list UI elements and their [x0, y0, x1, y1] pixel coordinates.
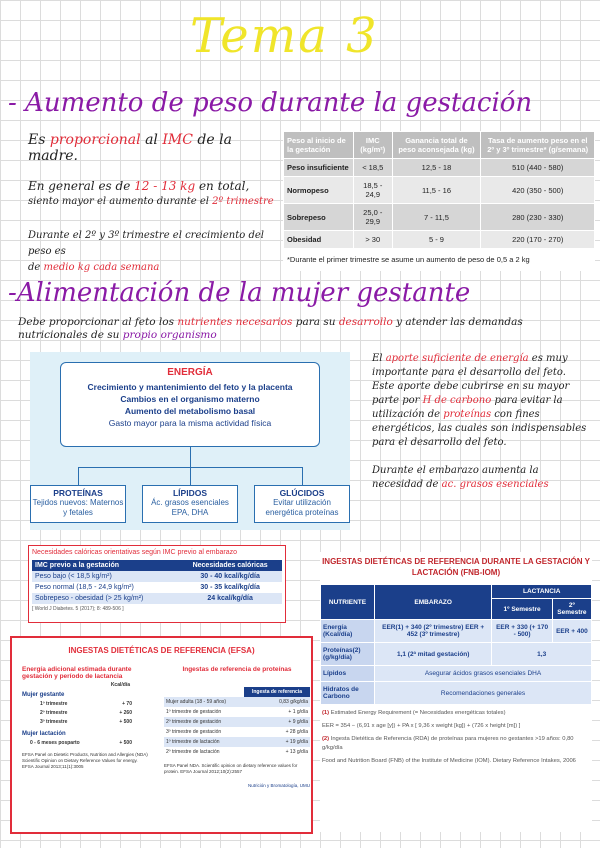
weight-gain-table — [283, 131, 595, 271]
section1-notes: Es proporcional al IMC de la madre. En general es de 12 - 13 kg en total, siento mayor el aumento durante el 2º trimestre Durante el 2º y 3º trimestre el crecimiento del peso es de medio kg cada semana — [28, 132, 274, 273]
col-header: Tasa de aumento peso en el 2º y 3º trimestre* (g/semana) — [481, 132, 595, 159]
col-header: Ganancia total de peso aconsejada (kg) — [392, 132, 481, 159]
table-row: Proteínas(2) (g/kg/día) 1,1 (2ª mitad gestación) 1,3 — [321, 643, 592, 666]
section2-heading: -Alimentación de la mujer gestante — [8, 278, 471, 308]
table-row: Sobrepeso - obesidad (> 25 kg/m²) 24 kcal/kg/día — [32, 593, 282, 604]
col-header: IMC (kg/m²) — [354, 132, 393, 159]
efsa-energy: Energía adicional estimada durante gestación y período de lactancia Kcal/día Mujer gestante 1º trimestre + 70 2º trimestre + 260 3º trimestre + 500 Mujer lactación 0 - 6 meses posparto + 500 EFSA Panel on Dietetic Products, Nutrition and Allergies (NDA) Scientific Opinion on Dietary Reference Values for energy. EFSA Journal 2013;11(1):3005 — [22, 666, 148, 769]
iom-reference-table: INGESTAS DIETÉTICAS DE REFERENCIA DURANTE LA GESTACIÓN Y LACTACIÓN (FNB-IOM) NUTRIENTE EMBARAZO LACTANCIA 1º Semestre 2º Semestre Energía (Kcal/día) EER(1) + 340 (2º trimestre) EER + 452 (3º trimestre) EER + 330 (+ 170 - 500) EER + 400 Proteínas(2) (g/kg/día) 1,1 (2ª mitad gestación) 1,3 Lípidos Asegurar ácidos grasos esenciales DHA Hidratos de Carbono Recomendaciones generales (1) Estimated Energy Requirement (= Necesidades energéticas totales) EER = 354 − (6,91 x age [y]) + PA x [ 9,36 x weight [kg]) + (726 x height [m]) ] (2) Ingesta Dietética de Referencia (RDA) de proteínas para mujeres no gestantes >19 años: 0,80 g/kg/día Food and Nutrition Board (FNB) of the Institute of Medicine (IOM). Dietary Reference Intakes, 2006 — [320, 552, 592, 832]
lipidos-box: LÍPIDOS Ác. grasos esenciales EPA, DHA — [142, 485, 238, 523]
table-row: Peso bajo (< 18,5 kg/m²) 30 - 40 kcal/kg/día — [32, 571, 282, 582]
section2-intro: Debe proporcionar al feto los nutrientes necesarios para su desarrollo y atender las demandas nutricionales de su propio organismo — [18, 316, 523, 341]
section1-heading: - Aumento de peso durante la gestación — [8, 88, 533, 118]
table-row: Hidratos de Carbono Recomendaciones generales — [321, 682, 592, 705]
table-row: Peso insuficiente < 18,5 12,5 - 18 510 (440 - 580) — [284, 159, 595, 177]
page-title: Tema 3 — [190, 8, 379, 64]
table-footnote: *Durante el primer trimestre se asume un aumento de peso de 0,5 a 2 kg — [284, 249, 595, 271]
energy-box: ENERGÍA Crecimiento y mantenimiento del feto y la placenta Cambios en el organismo materno Aumento del metabolismo basal Gasto mayor para la misma actividad física — [60, 362, 320, 447]
table-row: Obesidad > 30 5 - 9 220 (170 - 270) — [284, 231, 595, 249]
glucidos-box: GLÚCIDOS Evitar utilización energética proteínas — [254, 485, 350, 523]
table-row: Normopeso 18,5 - 24,9 11,5 - 16 420 (350 - 500) — [284, 177, 595, 204]
energy-diagram — [30, 352, 350, 530]
table-row: Sobrepeso 25,0 - 29,9 7 - 11,5 280 (230 - 330) — [284, 204, 595, 231]
proteinas-box: PROTEÍNAS Tejidos nuevos: Maternos y fetales — [30, 485, 126, 523]
table-row: Peso normal (18,5 - 24,9 kg/m²) 30 - 35 kcal/kg/día — [32, 582, 282, 593]
calorie-needs-table: Necesidades calóricas orientativas según IMC previo al embarazo IMC previo a la gestación Necesidades calóricas Peso bajo (< 18,5 kg/m²) 30 - 40 kcal/kg/día Peso normal (18,5 - 24,9 kg/m²) 30 - 35 kcal/kg/día Sobrepeso - obesidad (> 25 kg/m²) 24 kcal/kg/día [ World J Diabetes. 5 (2017); 8: 489-506 ] — [28, 545, 286, 623]
efsa-reference-box: INGESTAS DIETÉTICAS DE REFERENCIA (EFSA) Energía adicional estimada durante gestación y período de lactancia Kcal/día Mujer gestante 1º trimestre + 70 2º trimestre + 260 3º trimestre + 500 Mujer lactación 0 - 6 meses posparto + 500 EFSA Panel on Dietetic Products, Nutrition and Allergies (NDA) Scientific Opinion on Dietary Reference Values for energy. EFSA Journal 2013;11(1):3005 Ingestas de referencia de proteínas Ingesta de referencia Mujer adulta (18 - 59 años) 0,83 g/kg/día 1º trimestre de gestación + 1 g/día 2º trimestre de gestación + 9 g/día 3º trimestre de gestación + 28 g/día 1º trimestre de lactación + 19 g/día 2º trimestre de lactación + 13 g/día EFSA Panel NDA. Scientific opinion on dietary reference values for protein. EFSA Journal 2012;10(2):2557 Nutrición y Bromatología, UMU — [10, 636, 313, 834]
table-row: Lípidos Asegurar ácidos grasos esenciales DHA — [321, 666, 592, 682]
col-header: Peso al inicio de la gestación — [284, 132, 354, 159]
efsa-protein: Ingestas de referencia de proteínas Ingesta de referencia Mujer adulta (18 - 59 años) 0,83 g/kg/día 1º trimestre de gestación + 1 g/día 2º trimestre de gestación + 9 g/día 3º trimestre de gestación + 28 g/día 1º trimestre de lactación + 19 g/día 2º trimestre de lactación + 13 g/día EFSA Panel NDA. Scientific opinion on dietary reference values for protein. EFSA Journal 2012;10(2):2557 Nutrición y Bromatología, UMU — [164, 666, 310, 788]
table-row: Energía (Kcal/día) EER(1) + 340 (2º trimestre) EER + 452 (3º trimestre) EER + 330 (+ 170 - 500) EER + 400 — [321, 620, 592, 643]
energy-side-note: El aporte suficiente de energía es muy importante para el desarrollo del feto. Este aporte debe cubrirse en su mayor parte por H de carbono para evitar la utilización de proteínas con fines energéticos, las cuales son indispensables para el desarrollo del feto. Durante el embarazo aumenta la necesidad de ac. grasos esenciales — [372, 353, 587, 490]
